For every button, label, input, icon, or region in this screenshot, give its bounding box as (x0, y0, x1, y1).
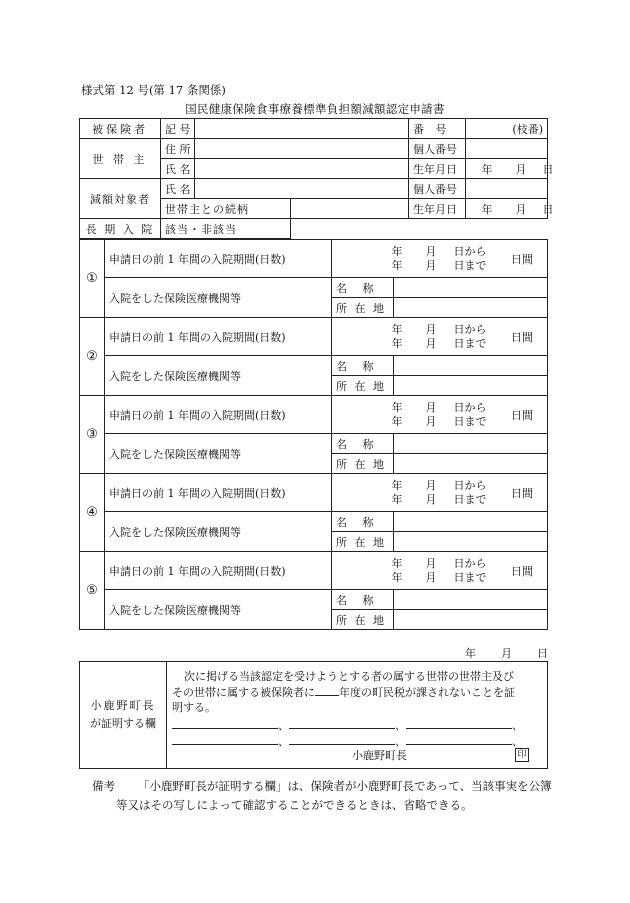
to-unit: 日まで (453, 492, 487, 506)
relation-field[interactable] (291, 199, 409, 219)
certification-box (79, 661, 548, 769)
month-unit: 月 (425, 322, 437, 336)
period-marker: ① (80, 240, 105, 318)
cert-text-line3: 明する。 (172, 701, 216, 714)
target-birth-label: 生年月日 (409, 199, 466, 219)
note-prefix: 備考 (92, 779, 115, 793)
fiscal-year-blank[interactable] (315, 684, 339, 696)
name-blank[interactable] (289, 733, 395, 745)
hospital-location-label: 所 在 地 (332, 532, 394, 552)
to-unit: 日まで (453, 570, 487, 584)
year-unit: 年 (391, 414, 403, 428)
month-unit: 月 (425, 492, 437, 506)
hospital-name-row (80, 512, 548, 532)
from-unit: 日から (453, 244, 487, 258)
hospital-name-field[interactable] (394, 512, 548, 532)
year-unit: 年 (391, 258, 403, 272)
symbol-label: 記 号 (161, 119, 195, 139)
period-dates-field[interactable] (332, 318, 548, 356)
month-unit: 月 (425, 478, 437, 492)
year-unit: 年 (391, 244, 403, 258)
period-dates-field[interactable] (332, 552, 548, 590)
hospital-name-row (80, 590, 548, 610)
seal-icon: 印 (515, 748, 529, 762)
days-unit: 日間 (511, 486, 533, 500)
to-unit: 日まで (453, 258, 487, 272)
period-dates (336, 557, 492, 585)
year-unit: 年 (481, 162, 493, 176)
long-stay-label: 長 期 入 院 (80, 219, 161, 239)
period-label: 申請日の前 1 年間の入院期間(日数) (105, 240, 332, 278)
hospital-label: 入院をした保険医療機関等 (105, 278, 332, 318)
name-blanks-row-1: 、 、 、 (172, 717, 540, 733)
cert-text-2b: 年度の町民税が課されないことを証 (339, 686, 515, 699)
name-blank[interactable] (406, 717, 512, 729)
periods-table (79, 239, 548, 630)
day-unit: 日 (542, 162, 554, 176)
hospital-location-field[interactable] (394, 298, 548, 318)
hospital-name-field[interactable] (394, 278, 548, 298)
cert-text-2a: その世帯に属する被保険者に (172, 686, 315, 699)
hospital-location-field[interactable] (394, 532, 548, 552)
month-unit: 月 (515, 202, 527, 216)
hospital-name-row (80, 278, 548, 298)
cert-label-line2: が証明する欄 (90, 717, 156, 730)
period-marker: ③ (80, 396, 105, 474)
month-unit: 月 (425, 414, 437, 428)
hospital-location-field[interactable] (394, 610, 548, 630)
hospital-label: 入院をした保険医療機関等 (105, 434, 332, 474)
period-row (80, 318, 548, 356)
period-dates (336, 323, 492, 351)
year-unit: 年 (391, 336, 403, 350)
name-blank[interactable] (172, 717, 278, 729)
period-dates (336, 479, 492, 507)
year-unit: 年 (391, 478, 403, 492)
note-line-1 (92, 778, 552, 794)
days-unit: 日間 (511, 408, 533, 422)
period-dates-field[interactable] (332, 474, 548, 512)
name-blanks-row-2: 、 、 、 (172, 733, 540, 749)
hospital-name-field[interactable] (394, 356, 548, 376)
name-blank[interactable] (172, 733, 278, 745)
from-unit: 日から (453, 556, 487, 570)
month-unit: 月 (425, 556, 437, 570)
name-blank[interactable] (406, 733, 512, 745)
note-line-2: 等又はその写しによって確認することができるときは、省略できる。 (116, 798, 473, 812)
period-label: 申請日の前 1 年間の入院期間(日数) (105, 474, 332, 512)
note-text-1: 「小鹿野町長が証明する欄」は、保険者が小鹿野町長であって、当該事実を公簿 (138, 779, 552, 793)
target-label: 減額対象者 (80, 179, 161, 219)
days-unit: 日間 (511, 252, 533, 266)
householder-label: 世 帯 主 (80, 139, 161, 179)
hospital-label: 入院をした保険医療機関等 (105, 590, 332, 630)
branch-label: (枝番) (512, 122, 543, 136)
applicant-table (79, 118, 554, 239)
period-row (80, 552, 548, 590)
period-dates-field[interactable] (332, 396, 548, 434)
period-label: 申請日の前 1 年間の入院期間(日数) (105, 552, 332, 590)
period-label: 申請日の前 1 年間の入院期間(日数) (105, 318, 332, 356)
householder-birth-label: 生年月日 (409, 159, 466, 179)
hospital-name-label: 名 称 (332, 278, 394, 298)
year-unit: 年 (391, 322, 403, 336)
hospital-location-label: 所 在 地 (332, 610, 394, 630)
hospital-location-label: 所 在 地 (332, 376, 394, 396)
month-unit: 月 (425, 570, 437, 584)
empty-cell (291, 219, 548, 239)
cert-text-line1: 次に掲げる当該認定を受けようとする者の属する世帯の世帯主及び (184, 670, 514, 683)
month-unit: 月 (425, 400, 437, 414)
year-unit: 年 (391, 492, 403, 506)
target-personal-no-field[interactable] (466, 179, 548, 199)
period-marker: ② (80, 318, 105, 396)
hospital-location-label: 所 在 地 (332, 298, 394, 318)
period-row (80, 396, 548, 434)
hospital-label: 入院をした保険医療機関等 (105, 512, 332, 552)
day-unit: 日 (537, 647, 548, 660)
form-title: 国民健康保険食事療養標準負担額減額認定申請書 (185, 102, 445, 116)
period-marker: ⑤ (80, 552, 105, 630)
householder-personal-no-label: 個人番号 (409, 139, 466, 159)
hospital-name-field[interactable] (394, 434, 548, 454)
month-unit: 月 (501, 647, 512, 660)
from-unit: 日から (453, 400, 487, 414)
hospital-name-field[interactable] (394, 590, 548, 610)
period-row (80, 474, 548, 512)
householder-personal-no-field[interactable] (466, 139, 548, 159)
relation-label: 世帯主との続柄 (161, 199, 291, 219)
period-row (80, 240, 548, 278)
certification-text (172, 669, 540, 762)
hospital-label: 入院をした保険医療機関等 (105, 356, 332, 396)
cert-label-line1: 小鹿野町長 (90, 699, 156, 712)
days-unit: 日間 (511, 564, 533, 578)
period-dates-field[interactable] (332, 240, 548, 278)
month-unit: 月 (515, 162, 527, 176)
householder-name-label: 氏 名 (161, 159, 195, 179)
application-date (440, 645, 548, 661)
period-label: 申請日の前 1 年間の入院期間(日数) (105, 396, 332, 434)
number-label: 番 号 (409, 119, 466, 139)
cert-text-line2 (172, 684, 540, 700)
target-birth-field[interactable] (466, 199, 554, 219)
symbol-field[interactable] (195, 119, 409, 139)
address-label: 住 所 (161, 139, 195, 159)
day-unit: 日 (542, 202, 554, 216)
year-unit: 年 (391, 570, 403, 584)
from-unit: 日から (453, 478, 487, 492)
hospital-name-row (80, 356, 548, 376)
year-unit: 年 (465, 647, 476, 660)
long-stay-options[interactable]: 該当・非該当 (161, 219, 291, 239)
hospital-location-field[interactable] (394, 454, 548, 474)
hospital-name-label: 名 称 (332, 590, 394, 610)
to-unit: 日まで (453, 414, 487, 428)
target-personal-no-label: 個人番号 (409, 179, 466, 199)
days-unit: 日間 (511, 330, 533, 344)
hospital-name-label: 名 称 (332, 356, 394, 376)
hospital-name-label: 名 称 (332, 512, 394, 532)
address-field[interactable] (195, 139, 409, 159)
year-unit: 年 (391, 400, 403, 414)
to-unit: 日まで (453, 336, 487, 350)
insured-label: 被保険者 (80, 119, 161, 139)
number-field[interactable] (466, 119, 548, 139)
householder-name-field[interactable] (195, 159, 409, 179)
form-number: 様式第 12 号(第 17 条関係) (81, 83, 226, 97)
target-name-field[interactable] (195, 179, 409, 199)
signer: 小鹿野町長 (352, 749, 407, 762)
period-dates (336, 401, 492, 429)
hospital-name-label: 名 称 (332, 434, 394, 454)
year-unit: 年 (481, 202, 493, 216)
hospital-name-row (80, 434, 548, 454)
period-dates (336, 245, 492, 273)
month-unit: 月 (425, 244, 437, 258)
month-unit: 月 (425, 258, 437, 272)
target-name-label: 氏 名 (161, 179, 195, 199)
period-marker: ④ (80, 474, 105, 552)
hospital-location-label: 所 在 地 (332, 454, 394, 474)
year-unit: 年 (391, 556, 403, 570)
certification-label (80, 662, 167, 768)
month-unit: 月 (425, 336, 437, 350)
name-blank[interactable] (289, 717, 395, 729)
from-unit: 日から (453, 322, 487, 336)
householder-birth-field[interactable] (466, 159, 554, 179)
hospital-location-field[interactable] (394, 376, 548, 396)
